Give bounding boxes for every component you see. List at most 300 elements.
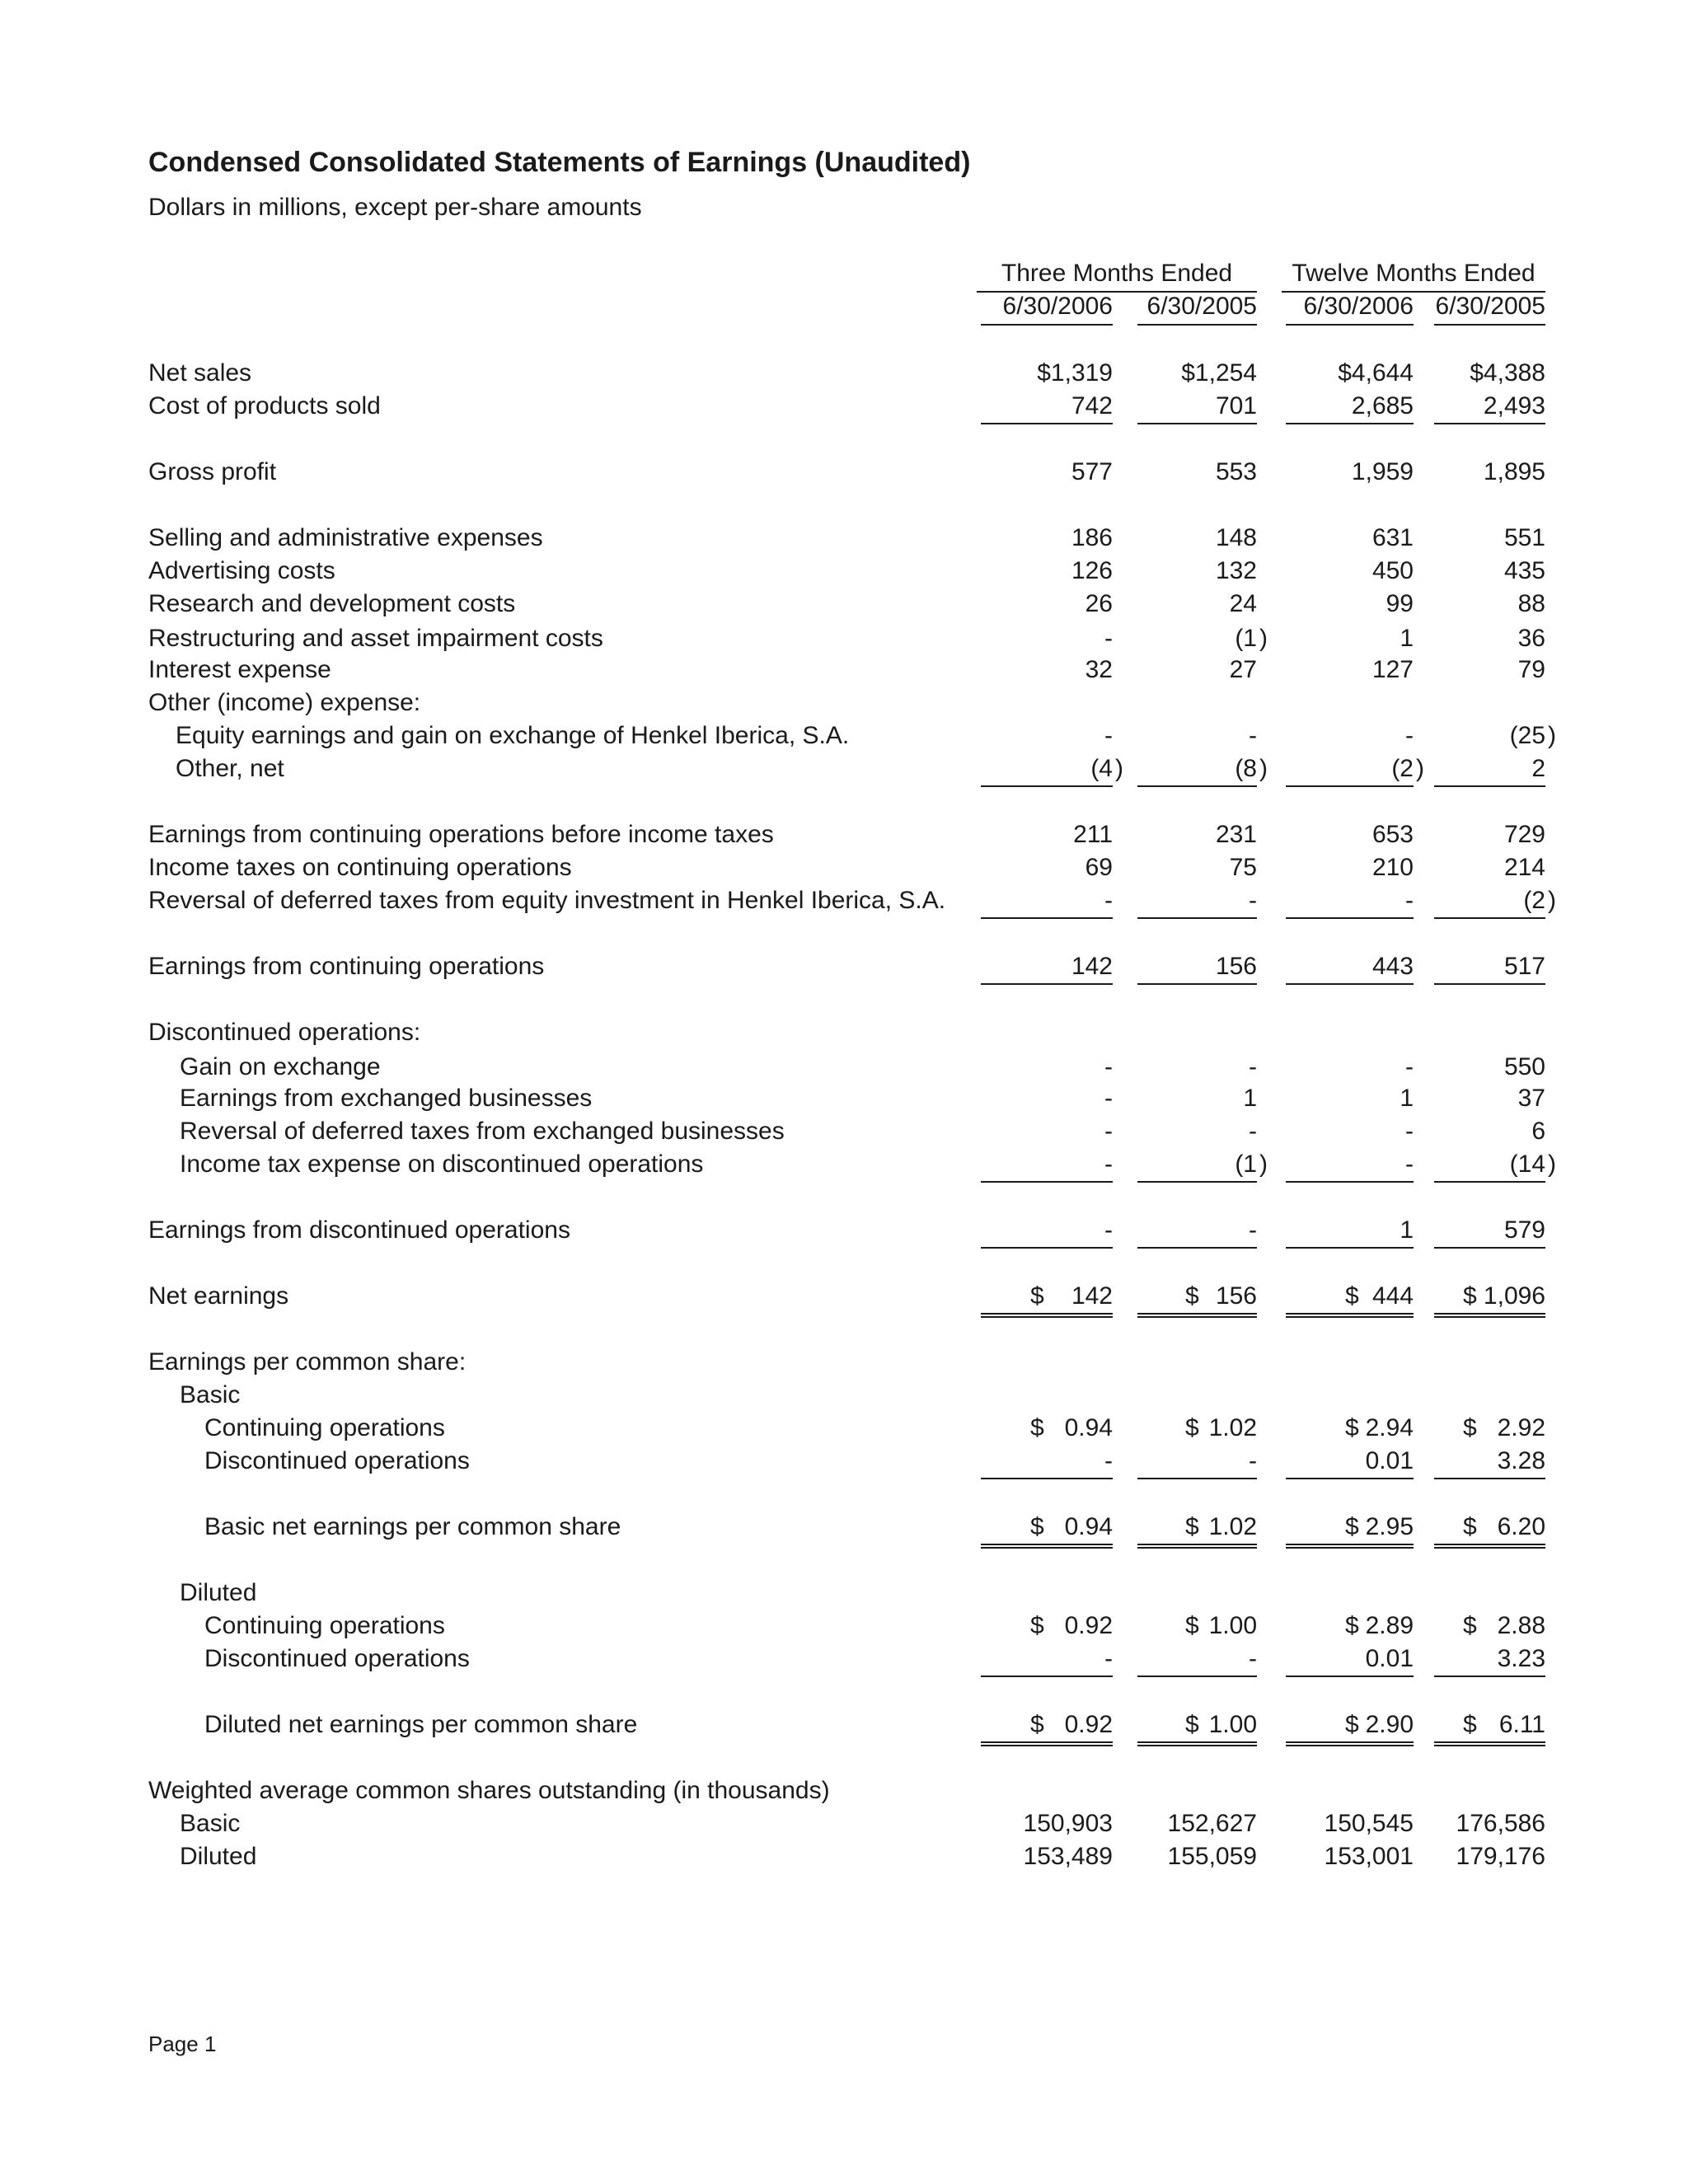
value-cell bbox=[1434, 1082, 1545, 1115]
table-row bbox=[0, 1412, 1688, 1445]
value-cell bbox=[1137, 1051, 1257, 1084]
value-text: 729 bbox=[1503, 821, 1545, 848]
value-text: - bbox=[1249, 1053, 1257, 1080]
column-header: 6/30/2005 bbox=[1434, 293, 1545, 326]
value-text: - bbox=[1104, 1085, 1113, 1112]
value-cell bbox=[1286, 1610, 1414, 1643]
row-label: Other, net bbox=[176, 755, 284, 782]
currency-symbol: $ bbox=[1463, 1282, 1477, 1310]
value-text: 6.11 bbox=[1498, 1711, 1545, 1738]
value-cell bbox=[1434, 1840, 1545, 1873]
value-cell bbox=[1137, 357, 1257, 390]
value-text: 1,895 bbox=[1483, 458, 1545, 485]
value-cell bbox=[1434, 1445, 1545, 1479]
value-text: (4 bbox=[1090, 755, 1113, 782]
value-cell bbox=[1434, 357, 1545, 390]
value-cell bbox=[981, 456, 1113, 489]
value-cell bbox=[981, 1115, 1113, 1148]
value-cell bbox=[981, 1708, 1113, 1746]
value-cell bbox=[1286, 752, 1414, 787]
value-cell bbox=[981, 1051, 1113, 1084]
row-label: Selling and administrative expenses bbox=[148, 524, 543, 551]
value-text: 0.01 bbox=[1365, 1645, 1414, 1672]
value-text: 6 bbox=[1531, 1118, 1545, 1145]
value-text: - bbox=[1104, 625, 1113, 652]
value-cell bbox=[1137, 1807, 1257, 1840]
currency-symbol: $ bbox=[1345, 1513, 1359, 1540]
table-row bbox=[0, 950, 1688, 983]
value-cell bbox=[1137, 1610, 1257, 1643]
value-text: 186 bbox=[1071, 524, 1113, 551]
statement-title: Condensed Consolidated Statements of Earnings (Unaudited) bbox=[148, 147, 971, 178]
value-text: 1.02 bbox=[1208, 1414, 1257, 1441]
table-row bbox=[0, 1577, 1688, 1610]
row-label: Discontinued operations bbox=[204, 1447, 470, 1474]
value-text: 2.94 bbox=[1365, 1414, 1414, 1441]
value-text: 653 bbox=[1372, 821, 1414, 848]
value-text: 0.92 bbox=[1064, 1711, 1113, 1738]
value-text: 1 bbox=[1243, 1085, 1257, 1112]
value-text: 1 bbox=[1400, 1216, 1414, 1244]
group-header-twelve-months: Twelve Months Ended bbox=[1282, 260, 1545, 293]
currency-symbol: $ bbox=[1185, 1513, 1199, 1540]
close-paren: ) bbox=[1548, 1151, 1556, 1178]
value-text: - bbox=[1104, 1216, 1113, 1244]
row-label: Diluted bbox=[180, 1579, 257, 1606]
value-text: (14 bbox=[1509, 1151, 1545, 1178]
value-text: 69 bbox=[1085, 854, 1113, 881]
value-text: 88 bbox=[1517, 590, 1545, 617]
value-cell bbox=[1137, 1511, 1257, 1549]
value-text: 2.89 bbox=[1365, 1612, 1414, 1639]
value-cell bbox=[981, 1214, 1113, 1249]
value-cell bbox=[1434, 622, 1545, 655]
currency-symbol: $ bbox=[1030, 1711, 1044, 1738]
value-cell bbox=[1137, 1840, 1257, 1873]
value-cell bbox=[1137, 654, 1257, 687]
value-cell bbox=[1137, 555, 1257, 588]
value-text: - bbox=[1104, 1118, 1113, 1145]
value-text: 179,176 bbox=[1456, 1843, 1545, 1870]
row-label: Reversal of deferred taxes from exchanged businesses bbox=[180, 1118, 785, 1145]
column-header: 6/30/2005 bbox=[1137, 293, 1257, 326]
row-label: Earnings from exchanged businesses bbox=[180, 1085, 593, 1112]
page-number: Page 1 bbox=[148, 2032, 217, 2056]
table-row bbox=[0, 456, 1688, 489]
table-row bbox=[0, 1643, 1688, 1675]
currency-symbol: $ bbox=[1345, 1612, 1359, 1639]
currency-symbol: $ bbox=[1463, 1711, 1477, 1738]
value-cell bbox=[981, 522, 1113, 555]
value-cell bbox=[1434, 884, 1545, 919]
row-label: Research and development costs bbox=[148, 590, 516, 617]
value-cell bbox=[1137, 1115, 1257, 1148]
row-label: Diluted bbox=[180, 1843, 257, 1870]
value-text: 3.28 bbox=[1497, 1447, 1545, 1474]
value-cell bbox=[1286, 1643, 1414, 1677]
row-label: Interest expense bbox=[148, 656, 331, 683]
value-cell bbox=[1137, 588, 1257, 621]
value-text: 450 bbox=[1372, 557, 1414, 584]
table-row bbox=[0, 357, 1688, 390]
value-cell bbox=[1286, 622, 1414, 655]
value-text: 1.00 bbox=[1208, 1612, 1257, 1639]
value-text: 142 bbox=[1071, 1282, 1113, 1310]
value-text: - bbox=[1104, 887, 1113, 914]
value-cell bbox=[1434, 555, 1545, 588]
value-cell bbox=[1434, 456, 1545, 489]
value-text: 156 bbox=[1215, 953, 1257, 980]
value-text: 79 bbox=[1517, 656, 1545, 683]
table-row bbox=[0, 1379, 1688, 1412]
value-cell bbox=[981, 622, 1113, 655]
value-text: 32 bbox=[1085, 656, 1113, 683]
value-cell bbox=[1434, 752, 1545, 787]
row-label: Cost of products sold bbox=[148, 392, 381, 419]
close-paren: ) bbox=[1259, 625, 1268, 652]
row-label: Gain on exchange bbox=[180, 1053, 381, 1080]
value-cell bbox=[1434, 818, 1545, 851]
row-label: Income tax expense on discontinued operations bbox=[180, 1151, 704, 1178]
table-row bbox=[0, 1445, 1688, 1478]
close-paren: ) bbox=[1259, 755, 1268, 782]
value-text: 153,001 bbox=[1324, 1843, 1414, 1870]
table-row bbox=[0, 687, 1688, 719]
value-text: 1 bbox=[1400, 1085, 1414, 1112]
value-cell bbox=[1286, 1051, 1414, 1084]
value-cell bbox=[1286, 1807, 1414, 1840]
currency-symbol: $ bbox=[1185, 1282, 1199, 1310]
value-text: 435 bbox=[1503, 557, 1545, 584]
value-cell bbox=[981, 884, 1113, 919]
value-cell bbox=[1434, 1610, 1545, 1643]
row-label: Other (income) expense: bbox=[148, 689, 421, 716]
table-row bbox=[0, 390, 1688, 423]
value-text: 0.92 bbox=[1064, 1612, 1113, 1639]
value-text: 210 bbox=[1372, 854, 1414, 881]
value-cell bbox=[1286, 456, 1414, 489]
value-text: 550 bbox=[1503, 1053, 1545, 1080]
value-cell bbox=[1137, 1214, 1257, 1249]
value-cell bbox=[1434, 1643, 1545, 1677]
table-row bbox=[0, 1082, 1688, 1115]
row-label: Advertising costs bbox=[148, 557, 335, 584]
table-row bbox=[0, 588, 1688, 621]
value-cell bbox=[1434, 1115, 1545, 1148]
currency-symbol: $ bbox=[1030, 1414, 1044, 1441]
value-cell bbox=[981, 752, 1113, 787]
value-text: - bbox=[1104, 1053, 1113, 1080]
row-label: Earnings per common share: bbox=[148, 1348, 467, 1376]
value-cell bbox=[1286, 1840, 1414, 1873]
table-row bbox=[0, 622, 1688, 655]
row-label: Restructuring and asset impairment costs bbox=[148, 625, 603, 652]
value-cell bbox=[1286, 390, 1414, 424]
value-text: 155,059 bbox=[1167, 1843, 1257, 1870]
value-text: 26 bbox=[1085, 590, 1113, 617]
value-cell bbox=[1137, 1445, 1257, 1479]
value-text: 231 bbox=[1215, 821, 1257, 848]
table-row bbox=[0, 884, 1688, 917]
table-row bbox=[0, 1807, 1688, 1840]
table-row bbox=[0, 1346, 1688, 1379]
table-row bbox=[0, 752, 1688, 785]
value-cell bbox=[1286, 1115, 1414, 1148]
row-label: Basic net earnings per common share bbox=[204, 1513, 621, 1540]
statement-subtitle: Dollars in millions, except per-share amounts bbox=[148, 194, 642, 221]
value-cell bbox=[1286, 588, 1414, 621]
value-cell bbox=[1434, 1214, 1545, 1249]
value-cell bbox=[1286, 1708, 1414, 1746]
value-cell bbox=[1434, 1051, 1545, 1084]
value-cell bbox=[981, 1643, 1113, 1677]
row-label: Gross profit bbox=[148, 458, 277, 485]
value-text: 126 bbox=[1071, 557, 1113, 584]
value-text: 36 bbox=[1517, 625, 1545, 652]
table-row bbox=[0, 719, 1688, 752]
value-cell bbox=[1137, 1148, 1257, 1183]
value-cell bbox=[1137, 1643, 1257, 1677]
value-cell bbox=[1286, 357, 1414, 390]
value-cell bbox=[1286, 1148, 1414, 1183]
value-cell bbox=[1137, 522, 1257, 555]
value-text: 577 bbox=[1071, 458, 1113, 485]
value-cell bbox=[981, 818, 1113, 851]
currency-symbol: $ bbox=[1345, 1711, 1359, 1738]
table-row bbox=[0, 555, 1688, 588]
value-text: - bbox=[1104, 1447, 1113, 1474]
value-text: 2.88 bbox=[1497, 1612, 1545, 1639]
value-text: 2.90 bbox=[1365, 1711, 1414, 1738]
value-cell bbox=[981, 950, 1113, 985]
value-cell bbox=[981, 851, 1113, 884]
value-text: (2 bbox=[1523, 887, 1545, 914]
value-text: 444 bbox=[1372, 1282, 1414, 1310]
value-text: 75 bbox=[1229, 854, 1257, 881]
row-label: Discontinued operations bbox=[204, 1645, 470, 1672]
column-header: 6/30/2006 bbox=[981, 293, 1113, 326]
value-cell bbox=[981, 1610, 1113, 1643]
value-text: 0.01 bbox=[1365, 1447, 1414, 1474]
value-text: 27 bbox=[1229, 656, 1257, 683]
value-text: 0.94 bbox=[1064, 1414, 1113, 1441]
value-cell bbox=[1286, 884, 1414, 919]
value-text: (1 bbox=[1235, 1151, 1257, 1178]
value-text: 0.94 bbox=[1064, 1513, 1113, 1540]
value-text: $1,254 bbox=[1181, 359, 1257, 387]
value-cell bbox=[1137, 456, 1257, 489]
value-cell bbox=[1286, 818, 1414, 851]
value-cell bbox=[981, 719, 1113, 752]
value-cell bbox=[1286, 950, 1414, 985]
value-cell bbox=[1137, 1280, 1257, 1318]
value-cell bbox=[1286, 522, 1414, 555]
close-paren: ) bbox=[1416, 755, 1424, 782]
value-text: $1,319 bbox=[1037, 359, 1113, 387]
value-text: (1 bbox=[1235, 625, 1257, 652]
value-text: - bbox=[1104, 1645, 1113, 1672]
value-text: 1 bbox=[1400, 625, 1414, 652]
table-row bbox=[0, 654, 1688, 687]
value-text: 1.02 bbox=[1208, 1513, 1257, 1540]
currency-symbol: $ bbox=[1463, 1414, 1477, 1441]
value-cell bbox=[981, 1082, 1113, 1115]
value-text: 742 bbox=[1071, 392, 1113, 419]
row-label: Continuing operations bbox=[204, 1414, 445, 1441]
row-label: Equity earnings and gain on exchange of Henkel Iberica, S.A. bbox=[176, 722, 850, 749]
table-row bbox=[0, 1115, 1688, 1148]
currency-symbol: $ bbox=[1345, 1414, 1359, 1441]
close-paren: ) bbox=[1259, 1151, 1268, 1178]
value-text: 6.20 bbox=[1497, 1513, 1545, 1540]
value-cell bbox=[981, 1807, 1113, 1840]
value-text: 153,489 bbox=[1023, 1843, 1113, 1870]
value-text: 211 bbox=[1073, 821, 1113, 848]
value-text: - bbox=[1405, 722, 1414, 749]
value-text: 1.00 bbox=[1208, 1711, 1257, 1738]
value-cell bbox=[1137, 1082, 1257, 1115]
value-cell bbox=[1434, 1807, 1545, 1840]
close-paren: ) bbox=[1548, 722, 1556, 749]
table-row bbox=[0, 1708, 1688, 1741]
value-text: 132 bbox=[1215, 557, 1257, 584]
value-text: 701 bbox=[1215, 392, 1257, 419]
value-cell bbox=[1434, 654, 1545, 687]
value-text: (2 bbox=[1391, 755, 1414, 782]
value-cell bbox=[1286, 1082, 1414, 1115]
value-text: - bbox=[1405, 1151, 1414, 1178]
value-text: 517 bbox=[1503, 953, 1545, 980]
value-cell bbox=[1137, 1708, 1257, 1746]
value-cell bbox=[981, 1412, 1113, 1445]
table-row bbox=[0, 1016, 1688, 1049]
value-text: 2,685 bbox=[1351, 392, 1414, 419]
value-cell bbox=[981, 555, 1113, 588]
value-text: 443 bbox=[1372, 953, 1414, 980]
value-text: 1,959 bbox=[1351, 458, 1414, 485]
table-row bbox=[0, 1774, 1688, 1807]
value-text: 176,586 bbox=[1456, 1810, 1545, 1837]
value-text: $4,644 bbox=[1338, 359, 1414, 387]
value-text: 579 bbox=[1503, 1216, 1545, 1244]
value-cell bbox=[1434, 588, 1545, 621]
value-cell bbox=[1286, 555, 1414, 588]
currency-symbol: $ bbox=[1463, 1612, 1477, 1639]
table-row bbox=[0, 851, 1688, 884]
value-text: 2 bbox=[1531, 755, 1545, 782]
currency-symbol: $ bbox=[1185, 1612, 1199, 1639]
value-cell bbox=[1137, 818, 1257, 851]
value-cell bbox=[1137, 884, 1257, 919]
value-text: - bbox=[1249, 722, 1257, 749]
value-cell bbox=[1286, 1511, 1414, 1549]
value-cell bbox=[981, 357, 1113, 390]
table-row bbox=[0, 1051, 1688, 1084]
value-cell bbox=[1137, 390, 1257, 424]
value-text: 156 bbox=[1215, 1282, 1257, 1310]
value-text: - bbox=[1249, 1447, 1257, 1474]
currency-symbol: $ bbox=[1185, 1711, 1199, 1738]
value-cell bbox=[1286, 719, 1414, 752]
group-header-three-months: Three Months Ended bbox=[977, 260, 1257, 293]
value-cell bbox=[981, 588, 1113, 621]
value-cell bbox=[1434, 1280, 1545, 1318]
value-text: 150,903 bbox=[1023, 1810, 1113, 1837]
value-cell bbox=[1434, 950, 1545, 985]
value-cell bbox=[1434, 522, 1545, 555]
value-text: - bbox=[1104, 722, 1113, 749]
currency-symbol: $ bbox=[1185, 1414, 1199, 1441]
value-cell bbox=[1286, 1412, 1414, 1445]
value-text: 2,493 bbox=[1483, 392, 1545, 419]
value-text: 214 bbox=[1503, 854, 1545, 881]
table-row bbox=[0, 1280, 1688, 1313]
value-text: (8 bbox=[1235, 755, 1257, 782]
value-cell bbox=[1137, 752, 1257, 787]
close-paren: ) bbox=[1115, 755, 1123, 782]
value-cell bbox=[1137, 622, 1257, 655]
row-label: Earnings from discontinued operations bbox=[148, 1216, 570, 1244]
value-text: - bbox=[1405, 1053, 1414, 1080]
currency-symbol: $ bbox=[1030, 1282, 1044, 1310]
value-text: - bbox=[1249, 887, 1257, 914]
value-cell bbox=[981, 1511, 1113, 1549]
value-text: 148 bbox=[1215, 524, 1257, 551]
value-text: 152,627 bbox=[1167, 1810, 1257, 1837]
value-text: 3.23 bbox=[1497, 1645, 1545, 1672]
table-row bbox=[0, 1840, 1688, 1873]
value-cell bbox=[1137, 950, 1257, 985]
table-row bbox=[0, 1511, 1688, 1544]
value-cell bbox=[1434, 1412, 1545, 1445]
table-row bbox=[0, 522, 1688, 555]
value-text: 150,545 bbox=[1324, 1810, 1414, 1837]
row-label: Reversal of deferred taxes from equity investment in Henkel Iberica, S.A. bbox=[148, 887, 946, 914]
value-cell bbox=[981, 1840, 1113, 1873]
value-cell bbox=[1286, 1280, 1414, 1318]
value-cell bbox=[1434, 1511, 1545, 1549]
value-cell bbox=[981, 1445, 1113, 1479]
row-label: Net sales bbox=[148, 359, 252, 387]
value-cell bbox=[1137, 719, 1257, 752]
value-cell bbox=[1286, 1445, 1414, 1479]
row-label: Earnings from continuing operations bbox=[148, 953, 545, 980]
currency-symbol: $ bbox=[1345, 1282, 1359, 1310]
value-text: $4,388 bbox=[1470, 359, 1545, 387]
value-text: 99 bbox=[1386, 590, 1414, 617]
value-cell bbox=[981, 1280, 1113, 1318]
value-cell bbox=[1137, 851, 1257, 884]
row-label: Earnings from continuing operations before income taxes bbox=[148, 821, 774, 848]
row-label: Discontinued operations: bbox=[148, 1019, 421, 1046]
value-cell bbox=[1434, 719, 1545, 752]
value-cell bbox=[1286, 851, 1414, 884]
currency-symbol: $ bbox=[1030, 1612, 1044, 1639]
row-label: Income taxes on continuing operations bbox=[148, 854, 572, 881]
row-label: Diluted net earnings per common share bbox=[204, 1711, 638, 1738]
row-label: Net earnings bbox=[148, 1282, 289, 1310]
value-cell bbox=[1137, 1412, 1257, 1445]
value-cell bbox=[1434, 1708, 1545, 1746]
table-row bbox=[0, 1610, 1688, 1643]
value-text: - bbox=[1249, 1216, 1257, 1244]
value-text: - bbox=[1249, 1645, 1257, 1672]
value-text: - bbox=[1249, 1118, 1257, 1145]
column-header: 6/30/2006 bbox=[1286, 293, 1414, 326]
value-text: 551 bbox=[1503, 524, 1545, 551]
value-cell bbox=[1434, 1148, 1545, 1183]
value-text: 553 bbox=[1215, 458, 1257, 485]
